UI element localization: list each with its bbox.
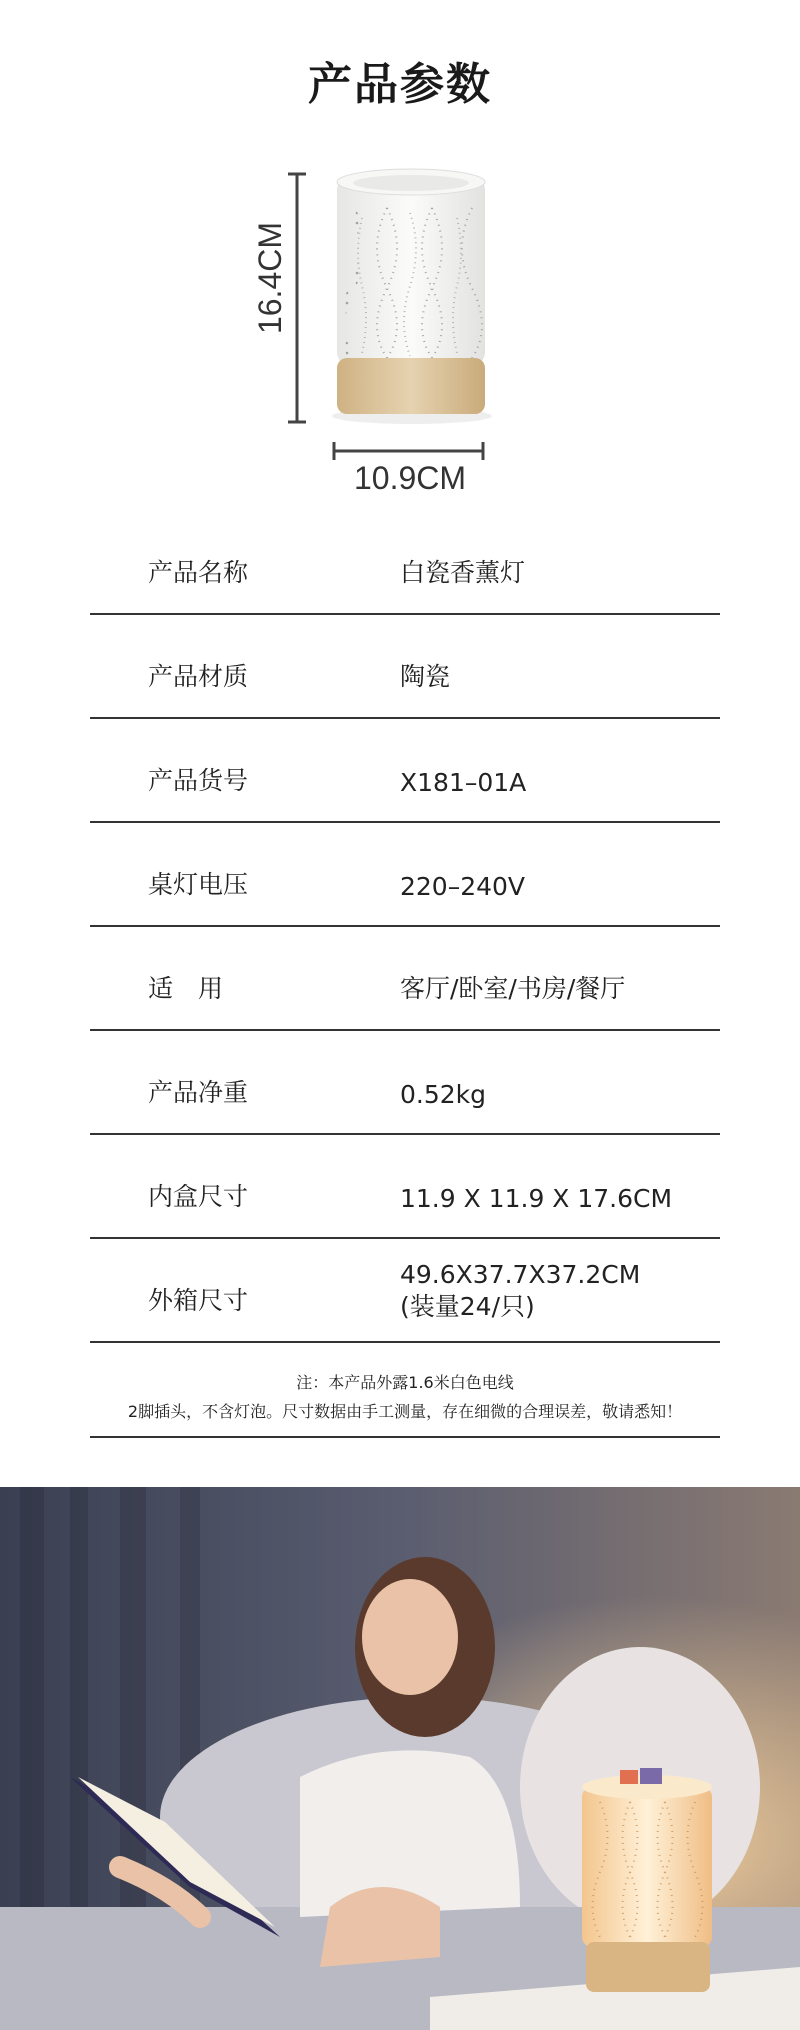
- spec-label: 桌灯电压: [148, 870, 249, 899]
- spec-value: X181–01A: [400, 768, 527, 797]
- spec-value: 11.9 X 11.9 X 17.6CM: [400, 1184, 673, 1213]
- spec-label: 外箱尺寸: [148, 1286, 249, 1315]
- spec-label: 产品名称: [148, 558, 249, 587]
- spec-label: 产品材质: [148, 662, 249, 691]
- table-row: [90, 1239, 720, 1343]
- page-title: 产品参数: [308, 59, 492, 110]
- spec-value: [400, 1259, 640, 1323]
- footnote-line: 注：本产品外露1.6米白色电线: [296, 1373, 514, 1392]
- spec-value-line: 49.6X37.7X37.2CM: [400, 1260, 641, 1289]
- spec-value: 白瓷香薰灯: [400, 558, 526, 587]
- spec-label: 产品货号: [148, 766, 249, 795]
- width-dimension-label: 10.9CM: [353, 460, 467, 496]
- table-row: [90, 1135, 720, 1239]
- table-row: [90, 615, 720, 719]
- spec-label: 产品净重: [148, 1078, 249, 1107]
- table-row: [90, 719, 720, 823]
- spec-value: 陶瓷: [400, 662, 451, 691]
- spec-label: 适 用: [148, 974, 224, 1003]
- spec-value: 0.52kg: [400, 1080, 487, 1109]
- table-row: [90, 533, 720, 615]
- footnote-line: 2脚插头，不含灯泡。尺寸数据由手工测量，存在细微的合理误差，敬请悉知！: [127, 1402, 683, 1421]
- spec-label: 内盒尺寸: [148, 1182, 249, 1211]
- table-row: [90, 927, 720, 1031]
- lamp-illustration: [332, 168, 492, 428]
- spec-value: 220–240V: [400, 872, 526, 901]
- height-dimension-label: 16.4CM: [252, 221, 288, 335]
- table-row: [90, 1031, 720, 1135]
- lifestyle-photo: [0, 1487, 800, 2030]
- spec-value-line: (装量24/只): [400, 1292, 535, 1321]
- table-row: [90, 823, 720, 927]
- spec-table: [90, 533, 720, 1343]
- spec-value: 客厅/卧室/书房/餐厅: [400, 974, 626, 1003]
- footnote: [90, 1368, 720, 1438]
